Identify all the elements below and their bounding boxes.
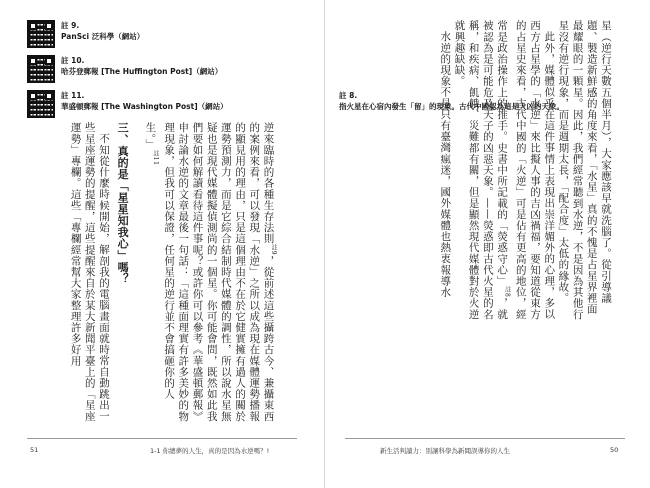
- footnote-11: [27, 90, 228, 120]
- right-page: [325, 0, 650, 488]
- footer-rule: [27, 438, 297, 439]
- footnote-text: 指火星在心宿內發生「留」的現象。古代中國認為這是大凶的天象。: [339, 102, 564, 111]
- footnote-10: [27, 55, 222, 85]
- footnote-number: 註 9.: [61, 21, 80, 30]
- body-paragraph: 水逆的現象不是只有臺灣瘋迷，國外媒體也熱衷報導水: [439, 30, 452, 297]
- qr-code-icon[interactable]: [27, 20, 55, 48]
- body-paragraph: [143, 122, 280, 422]
- page-number: 51: [30, 446, 39, 454]
- body-text: ，就被認為是可能危及天子的凶惡天象。——熒惑即古代火星的名稱，和疾病、飢餓、災難都有關，但是顯然現代媒體對於火逆就興趣缺缺。: [453, 20, 509, 320]
- footnote-ref[interactable]: 註11: [151, 150, 159, 166]
- running-title: 1-1 你總夢的人生，真的是因為水逆嗎？!: [150, 447, 270, 455]
- footnote-source: 哈芬登郵報 [The Huffington Post]（網站）: [61, 67, 223, 76]
- left-body-text: [40, 122, 280, 422]
- body-text: 逆來臨時的各種生存法則: [262, 122, 275, 245]
- footnote-number: 註 11.: [61, 91, 85, 100]
- body-paragraph: 不知從什麼時候開始，解剖我的電腦畫面就時常自動跳出一些星座運勢的提醒，這些提醒來自於某大新聞平臺上的「星座運勢」專欄。這些「專欄經常幫大家整理許多好用: [69, 122, 110, 422]
- body-text: 此外，媒體似乎在這件事情上表現出崇洋媚外的心理，多以西方占星學的「水逆」來比擬人事的吉凶禍福，要知道從東方的占星史來看，古代中國的「火逆」可是佔有更高的地位，經常是政治操作上的推手。史書中所記載的「熒惑守心」: [496, 20, 556, 320]
- footnote-source: 華盛頓郵報 [The Washington Post]（網站）: [61, 102, 228, 111]
- page-number: 50: [610, 446, 619, 454]
- body-paragraph: 星（逆行天數五個半月），大家應該早就洗腦了。從引導議題、製造新鮮感的角度來看，「水星」真的不愧是占星界裡面最耀眼的一顆星。因此，我們經常聽到水逆，不是因為其他行星沒有逆行現象，而是週期太長，「配合度」太低的緣故。: [557, 20, 612, 320]
- footnote-ref[interactable]: 註9: [270, 244, 277, 256]
- footer-rule: [345, 438, 625, 439]
- footnote-8: [339, 90, 639, 112]
- section-heading: 三、真的是「星星知我心」嗎？: [116, 122, 130, 285]
- footnote-ref[interactable]: 註8: [503, 286, 511, 298]
- running-title: 新生活判讀力：別讓科學為新聞誤導你的人生: [380, 447, 510, 455]
- footnote-number: 註 8.: [339, 91, 358, 100]
- qr-code-icon[interactable]: [27, 55, 55, 83]
- footnote-9: [27, 20, 144, 50]
- body-text: ，從前述這些攝跨古今、兼攝東西的案例來看，可以發現「水逆」之所以成為現在媒體運勢播報的顯見用的理由，只是這個理由不在於它健實擁有過人的關於運勢預測力，而是它綜合結制時代媒體的調性，所以說水星無疑也是現代媒體擬偵測尚的一個星。你可能會問，既然如此我們要如何解讀看待這件事呢？或許你可以參考《華盛頓郵報》申討論水逆的文章最後一句話：「這種面理實有許多美妙的物理現象，但我可以保證，任何星的逆行並不會搞砸你的人生。」: [144, 122, 275, 422]
- body-paragraph: [452, 20, 556, 320]
- right-body-text: [395, 20, 613, 320]
- footnote-source: PanSci 泛科學（網站）: [61, 32, 145, 41]
- footnote-number: 註 10.: [61, 56, 85, 65]
- qr-code-icon[interactable]: [27, 90, 55, 118]
